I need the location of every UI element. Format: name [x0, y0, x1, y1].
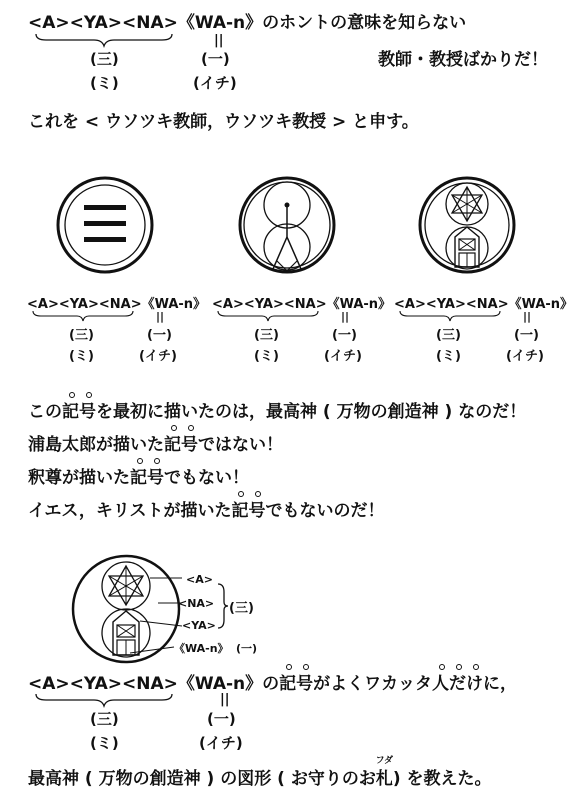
fuda-ruby: フダ 札	[375, 756, 394, 789]
bottom-last-line: 最高神 ( 万物の創造神 ) の図形 ( お守りのお フダ 札) を教えた。	[28, 756, 492, 789]
middle-line2: 浦島太郎が描いた記号ではない！	[28, 430, 283, 455]
emblem2-left-kana: (ミ)	[254, 349, 279, 364]
emblem-figure	[237, 175, 337, 275]
label-wan: 《WA-n》	[174, 642, 229, 655]
intro-line1-rest: のホントの意味を知らない	[262, 13, 467, 33]
bottom-under-left: (三)	[90, 710, 119, 728]
emblem-three-lines	[55, 175, 155, 275]
emblem1-left: (三)	[69, 328, 94, 343]
bottom-line: <A><YA><NA>《WA-n》の記号がよくワカッタ人だけに，	[28, 669, 517, 694]
intro-line2: 教師・教授ばかりだ！	[378, 50, 548, 70]
emblem2-right: (一)	[332, 328, 357, 343]
bottom-under-right-kana: (イチ)	[199, 734, 243, 752]
emblem3-brace	[398, 310, 502, 322]
emblem3-left-kana: (ミ)	[436, 349, 461, 364]
emblem-star-temple	[417, 175, 517, 275]
emblem2-eq: ||	[341, 310, 350, 323]
bottom-eq: ||	[220, 692, 230, 707]
intro-under-left: (三)	[90, 50, 119, 68]
emblem2-right-kana: (イチ)	[324, 349, 362, 364]
intro-under-right-kana: (イチ)	[193, 74, 237, 92]
intro-under-right: (一)	[201, 50, 230, 68]
bottom-under-right: (一)	[207, 710, 236, 728]
emblem2-brace	[216, 310, 320, 322]
emblem2-left: (三)	[254, 328, 279, 343]
intro-eq: ||	[214, 33, 224, 48]
emblem1-right: (一)	[147, 328, 172, 343]
label-one: (一)	[236, 642, 258, 655]
emblem1-left-kana: (ミ)	[69, 349, 94, 364]
emblem3-right-kana: (イチ)	[506, 349, 544, 364]
emblem3-eq: ||	[523, 310, 532, 323]
middle-line1: この記号を最初に描いたのは，最高神 ( 万物の創造神 ) なのだ！	[28, 397, 526, 422]
label-ya: <YA>	[182, 619, 216, 632]
intro-under-left-kana: (ミ)	[90, 74, 119, 92]
middle-line3: 釈尊が描いた記号でもない！	[28, 463, 249, 488]
label-a: <A>	[186, 573, 213, 586]
labeled-emblem	[70, 553, 182, 665]
emblem3-formula: <A><YA><NA>《WA-n》	[394, 297, 574, 312]
emblem1-right-kana: (イチ)	[139, 349, 177, 364]
emblem3-left: (三)	[436, 328, 461, 343]
emblem1-formula: <A><YA><NA>《WA-n》	[27, 297, 207, 312]
emblem1-brace	[31, 310, 135, 322]
emblem3-right: (一)	[514, 328, 539, 343]
bottom-brace	[34, 692, 174, 708]
label-three: (三)	[229, 601, 254, 616]
intro-line3: これを < ウソツキ教師，ウソツキ教授 > と申す。	[28, 112, 419, 132]
middle-line4: イエス，キリストが描いた記号でもないのだ！	[28, 496, 385, 521]
bottom-under-left-kana: (ミ)	[90, 734, 119, 752]
labeled-brace	[217, 582, 229, 630]
emblem2-formula: <A><YA><NA>《WA-n》	[212, 297, 392, 312]
emblem1-eq: ||	[156, 310, 165, 323]
label-na: <NA>	[178, 597, 215, 610]
intro-formula: <A><YA><NA>《WA-n》のホントの意味を知らない	[28, 13, 467, 33]
intro-brace	[34, 32, 174, 48]
